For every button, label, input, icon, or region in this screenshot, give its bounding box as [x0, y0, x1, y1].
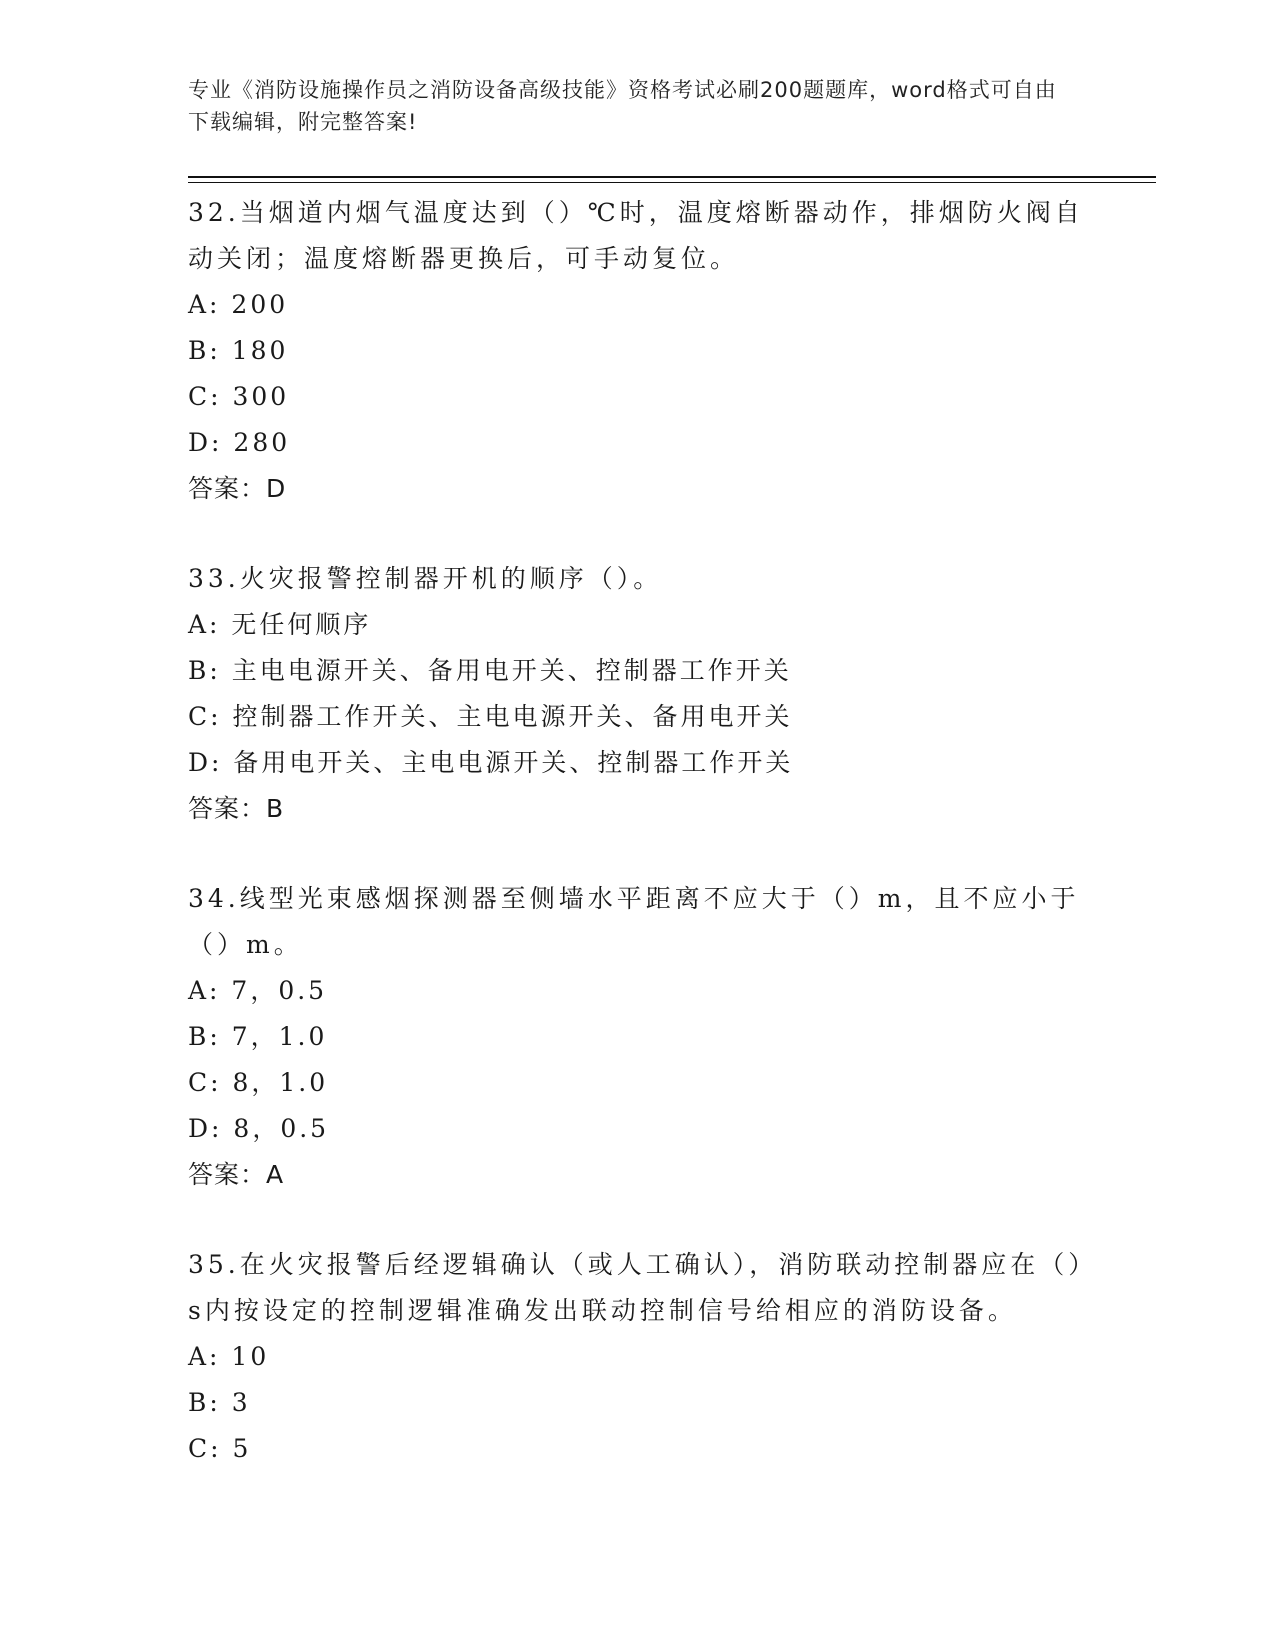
option-d: D: 8，0.5 — [188, 1114, 330, 1143]
option-b: B: 主电电源开关、备用电开关、控制器工作开关 — [188, 656, 792, 685]
option-a: A: 7，0.5 — [188, 976, 328, 1005]
option-c: C: 300 — [188, 382, 290, 411]
question-35 — [188, 1242, 1088, 1472]
question-stem: 32.当烟道内烟气温度达到（）℃时，温度熔断器动作，排烟防火阀自动关闭；温度熔断器更换后，可手动复位。 — [188, 198, 1084, 273]
answer-line: 答案：B — [188, 794, 285, 823]
question-stem: 33.火灾报警控制器开机的顺序（）。 — [188, 564, 663, 593]
header-divider-thick — [188, 176, 1156, 178]
option-b: B: 3 — [188, 1388, 251, 1417]
option-c: C: 8，1.0 — [188, 1068, 329, 1097]
option-a: A: 无任何顺序 — [188, 610, 372, 639]
question-34 — [188, 876, 1088, 1198]
option-a: A: 200 — [188, 290, 289, 319]
question-gap — [188, 1198, 1088, 1242]
answer-line: 答案：A — [188, 1160, 285, 1189]
document-intro: 专业《消防设施操作员之消防设备高级技能》资格考试必刷200题题库，word格式可自由下载编辑，附完整答案! — [188, 78, 1057, 134]
option-c: C: 5 — [188, 1434, 252, 1463]
answer-line: 答案：D — [188, 474, 287, 503]
option-d: D: 280 — [188, 428, 291, 457]
question-gap — [188, 512, 1088, 556]
question-33 — [188, 556, 1088, 832]
option-d: D: 备用电开关、主电电源开关、控制器工作开关 — [188, 748, 794, 777]
option-c: C: 控制器工作开关、主电电源开关、备用电开关 — [188, 702, 793, 731]
question-32 — [188, 190, 1088, 512]
option-b: B: 7，1.0 — [188, 1022, 328, 1051]
question-gap — [188, 832, 1088, 876]
question-list — [188, 190, 1088, 1472]
option-a: A: 10 — [188, 1342, 270, 1371]
question-stem: 34.线型光束感烟探测器至侧墙水平距离不应大于（）m，且不应小于（）m。 — [188, 884, 1080, 959]
question-stem: 35.在火灾报警后经逻辑确认（或人工确认），消防联动控制器应在（）s内按设定的控制逻辑准确发出联动控制信号给相应的消防设备。 — [188, 1250, 1085, 1325]
header-divider-thin — [188, 182, 1156, 183]
option-b: B: 180 — [188, 336, 289, 365]
